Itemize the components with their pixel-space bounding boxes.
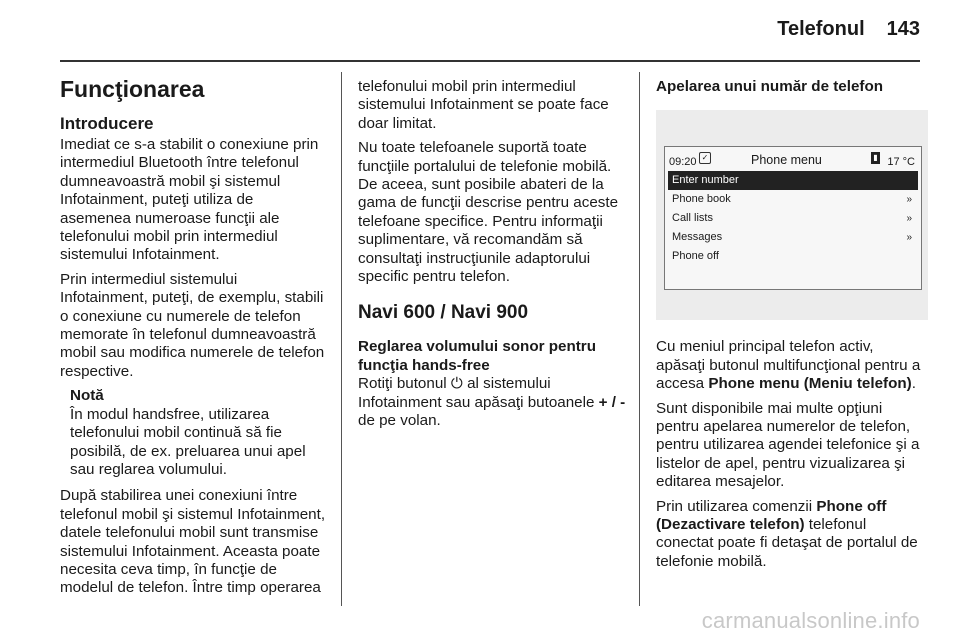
text-run: telefonul conectat poate fi detaşat de portalul de telefonie mobilă. (656, 516, 918, 570)
display-panel (664, 146, 922, 290)
text-run: . (911, 375, 916, 393)
menu-item-label: Messages (672, 231, 723, 244)
paragraph (656, 338, 926, 393)
bold-run: Phone off (Dezactivare telefon) (656, 497, 887, 534)
paragraph (358, 375, 628, 430)
header-title: Telefonul (777, 18, 865, 40)
menu-item-label: Call lists (672, 212, 713, 225)
column-3 (656, 78, 926, 577)
status-bar (665, 151, 921, 167)
menu-item[interactable] (668, 190, 918, 209)
paragraph: Nu toate telefoanele suportă toate funcţiile portalului de telefonie mobilă. De aceea, sunt posibile abateri de la gama de funcţii descrise pentru aceste telefoane specifice. Pentru informaţii suplimentare, vă recomandăm să consultaţi instrucţiunile adaptorului specific pentru telefon. (358, 139, 619, 286)
phone-menu-list (668, 171, 918, 266)
paragraph: Imediat ce s-a stabilit o conexiune prin intermediul Bluetooth între telefonul dumneavoastră mobil şi sistemul Infotainment, puteţi utiliza de asemenea numeroase funcţii ale telefonului mobil prin intermediul sistemului Infotainment. (60, 136, 319, 264)
page-number: 143 (886, 18, 920, 40)
text-run: Prin utilizarea comenzii (656, 497, 817, 515)
text-run: de pe volan. (358, 412, 441, 430)
paragraph: Prin intermediul sistemului Infotainment, puteţi, de exemplu, stabili o conexiune cu numerele de telefon memorate în telefonul dumneavoastră mobil sau modifica numerele de telefon respective. (60, 270, 325, 380)
column-1 (60, 68, 328, 604)
chevron-right-icon: » (906, 232, 912, 244)
subsection-heading: Reglarea volumului sonor pentru funcţia hands-free (358, 338, 596, 374)
menu-item[interactable] (668, 171, 918, 190)
bold-run: + / - (598, 393, 626, 411)
column-2 (358, 78, 628, 437)
section-heading: Funcţionarea (60, 76, 205, 102)
menu-item[interactable] (668, 209, 918, 228)
bold-run: Phone menu (Meniu telefon) (708, 375, 912, 393)
clock-time: 09:20 (669, 156, 697, 169)
chevron-right-icon: » (906, 194, 912, 206)
phone-menu-screenshot (656, 110, 928, 320)
subsection-heading: Apelarea unui număr de telefon (656, 78, 884, 95)
page-header (755, 18, 920, 41)
header-rule (60, 60, 920, 62)
paragraph (656, 498, 926, 572)
note-box (60, 387, 328, 479)
text-run: Cu meniul principal telefon activ, apăsaţi butonul multifuncţional pentru a accesa (656, 338, 921, 393)
watermark: carmanualsonline.info (701, 608, 920, 633)
menu-item-label: Phone book (672, 193, 731, 206)
note-text: În modul handsfree, utilizarea telefonului mobil continuă să fie posibilă, de ex. preluarea unui apel sau reglarea volumului. (70, 405, 306, 478)
note-title: Notă (70, 387, 104, 405)
menu-item-label: Enter number (672, 174, 739, 187)
menu-item[interactable] (668, 228, 918, 247)
menu-title: Phone menu (751, 153, 822, 168)
subsection-heading: Introducere (60, 114, 154, 133)
power-knob-icon: ⏻ (450, 375, 463, 393)
paragraph: După stabilirea unei conexiuni între telefonul mobil şi sistemul Infotainment, datele telefonului mobil sunt transmise sistemului Infotainment. Aceasta poate necesita ceva timp, în funcţie de modelul de telefon. Între timp operarea (60, 487, 326, 597)
column-divider (639, 72, 640, 606)
chevron-right-icon: » (906, 213, 912, 225)
bluetooth-icon: ✓ (699, 152, 711, 164)
paragraph: telefonului mobil prin intermediul sistemului Infotainment se poate face doar limitat. (358, 78, 609, 132)
text-run: Rotiţi butonul (358, 375, 451, 393)
text-run: al sistemului Infotainment sau apăsaţi butoanele (358, 375, 599, 411)
column-divider (341, 72, 342, 606)
phone-icon: ▮ (871, 152, 880, 164)
paragraph: Sunt disponibile mai multe opţiuni pentru apelarea numerelor de telefon, pentru utilizarea agendei telefonice şi a listelor de apel, pentru vizualizarea şi editarea mesajelor. (656, 399, 920, 491)
menu-item[interactable] (668, 247, 918, 266)
menu-item-label: Phone off (672, 250, 719, 263)
section-heading: Navi 600 / Navi 900 (358, 302, 529, 324)
temperature: 17 °C (887, 156, 915, 169)
